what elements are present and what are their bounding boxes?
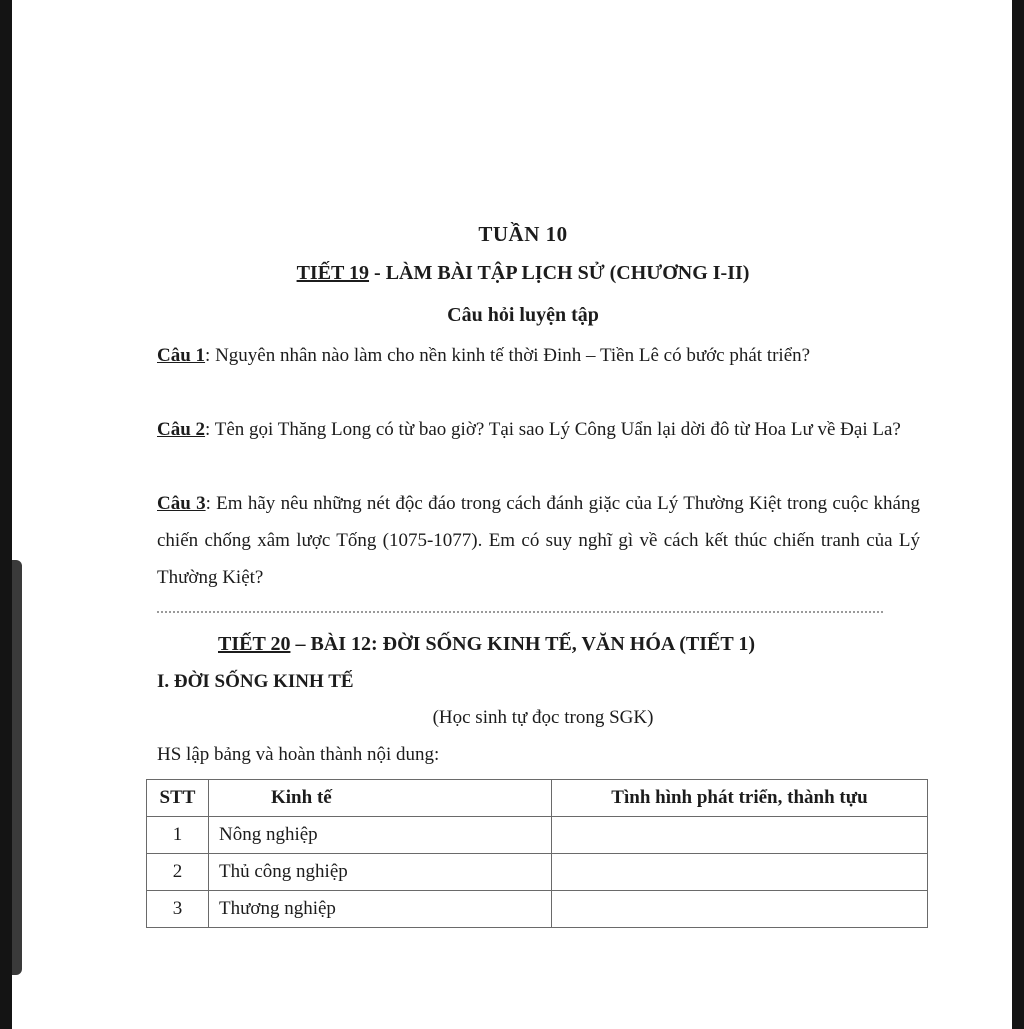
table-row xyxy=(147,891,928,928)
row-stt: 2 xyxy=(147,854,209,891)
row-sector: Thủ công nghiệp xyxy=(209,854,552,891)
row-stt: 3 xyxy=(147,891,209,928)
question-2 xyxy=(157,411,920,448)
right-frame-border xyxy=(1012,0,1024,1029)
table-header-row xyxy=(147,780,928,817)
lesson-19-name: - LÀM BÀI TẬP LỊCH SỬ (CHƯƠNG I-II) xyxy=(369,262,750,284)
row-sector: Nông nghiệp xyxy=(209,817,552,854)
self-study-note: (Học sinh tự đọc trong SGK) xyxy=(432,707,654,728)
lesson-20-code: TIẾT 20 xyxy=(218,633,291,655)
week-title: TUẦN 10 xyxy=(478,222,568,246)
table-instruction: HS lập bảng và hoàn thành nội dung: xyxy=(157,744,440,765)
left-frame-border xyxy=(0,0,12,1029)
lesson-20-name: – BÀI 12: ĐỜI SỐNG KINH TẾ, VĂN HÓA (TIẾT 1) xyxy=(290,633,755,655)
row-detail xyxy=(552,817,928,854)
side-scroll-handle[interactable] xyxy=(12,560,22,975)
row-detail xyxy=(552,891,928,928)
row-sector: Thương nghiệp xyxy=(209,891,552,928)
question-3-label: Câu 3 xyxy=(157,493,206,514)
lesson-19-code: TIẾT 19 xyxy=(296,262,370,284)
lesson-20-title xyxy=(218,633,858,656)
section-economy-title: I. ĐỜI SỐNG KINH TẾ xyxy=(157,671,354,692)
question-3-text: : Em hãy nêu những nét độc đáo trong cách đánh giặc của Lý Thường Kiệt trong cuộc kháng chiến chống xâm lược Tống (1075-1077). Em có suy nghĩ gì về cách kết thúc chiến tranh của Lý Thường Kiệt? xyxy=(157,493,920,588)
question-1-text: : Nguyên nhân nào làm cho nền kinh tế thời Đinh – Tiền Lê có bước phát triển? xyxy=(205,345,811,366)
table-row xyxy=(147,817,928,854)
economy-table xyxy=(146,779,928,928)
row-stt: 1 xyxy=(147,817,209,854)
question-2-label: Câu 2 xyxy=(157,419,206,440)
row-detail xyxy=(552,854,928,891)
question-2-text: : Tên gọi Thăng Long có từ bao giờ? Tại sao Lý Công Uẩn lại dời đô từ Hoa Lư về Đại La? xyxy=(205,419,901,440)
header-economy: Kinh tế xyxy=(209,780,552,817)
question-3 xyxy=(157,485,920,596)
header-stt: STT xyxy=(147,780,209,817)
table-row xyxy=(147,854,928,891)
document-page xyxy=(22,0,1012,1029)
question-1 xyxy=(157,337,920,374)
lesson-19-title xyxy=(22,262,1024,285)
question-1-label: Câu 1 xyxy=(157,345,206,366)
dotted-divider xyxy=(157,611,883,613)
practice-title: Câu hỏi luyện tập xyxy=(447,304,599,326)
header-development: Tình hình phát triển, thành tựu xyxy=(552,780,928,817)
